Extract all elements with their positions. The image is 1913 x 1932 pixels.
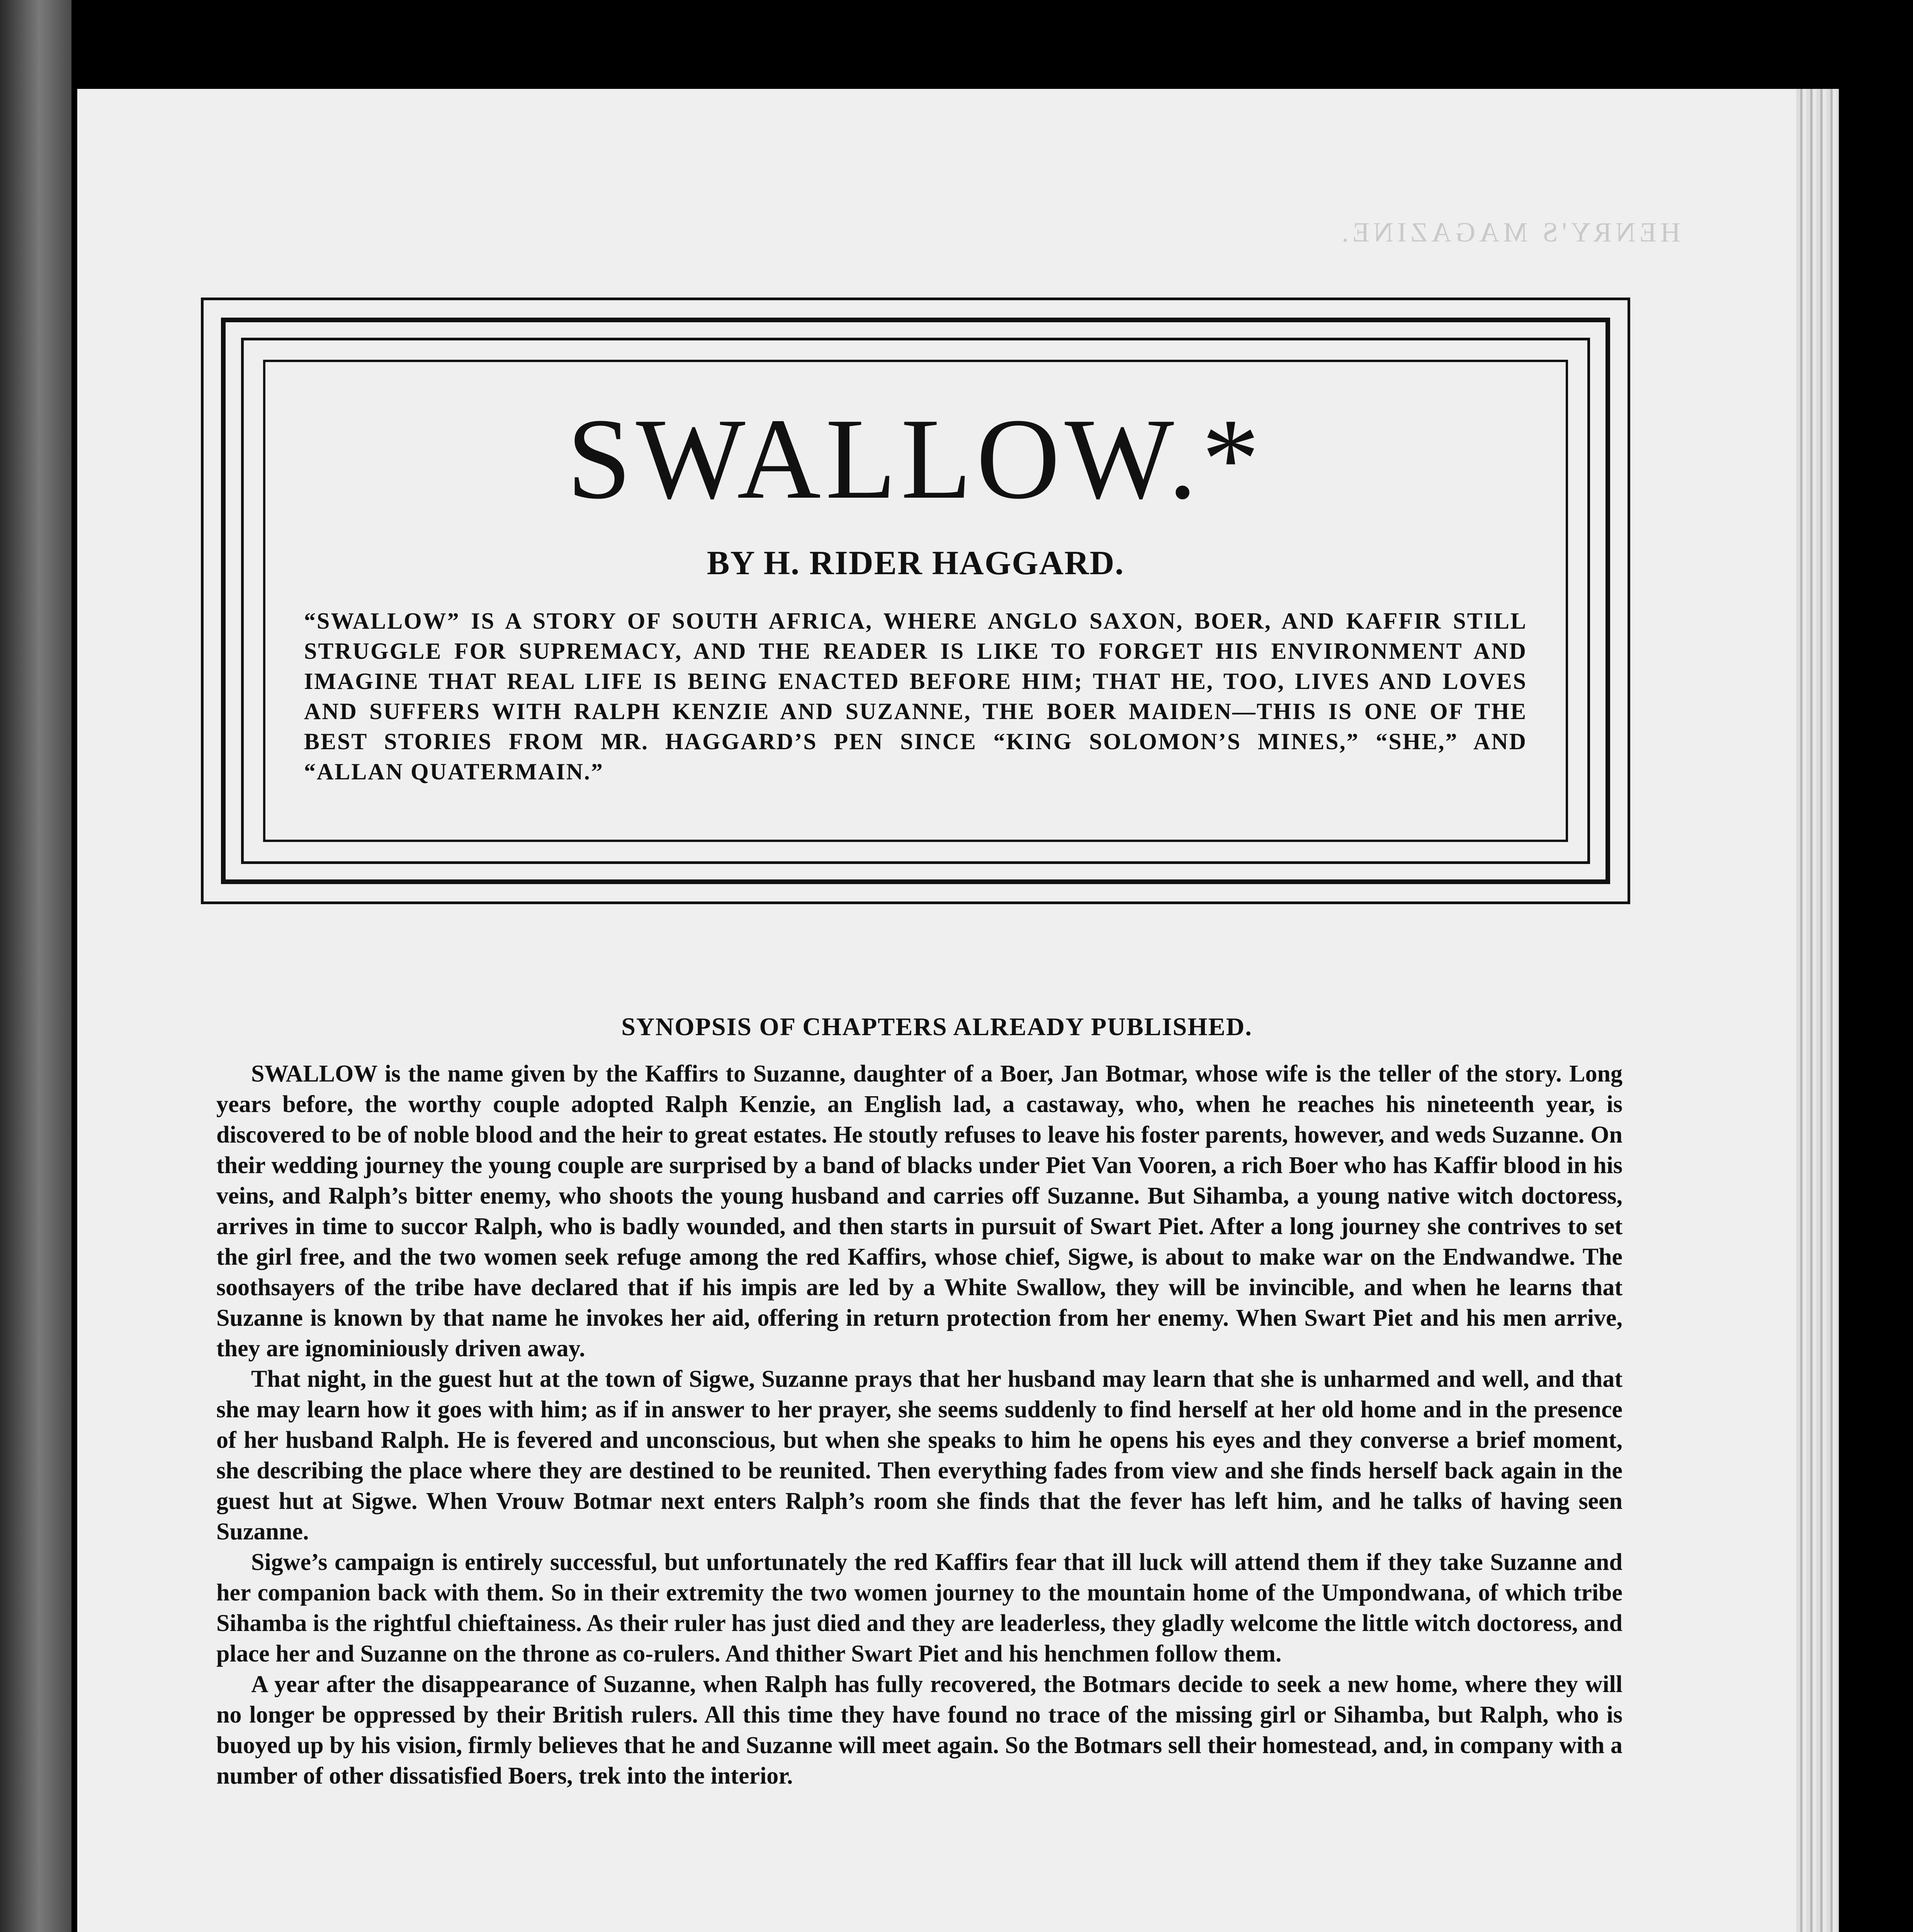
synopsis-body (216, 1059, 1622, 1791)
synopsis-paragraph: SWALLOW is the name given by the Kaffirs to Suzanne, daughter of a Boer, Jan Botmar, whose wife is the teller of the story. Long years before, the worthy couple adopted Ralph Kenzie, an English lad, a castaway, who, when he reaches his nineteenth year, is discovered to be of noble blood and the heir to great estates. He stoutly refuses to leave his foster parents, however, and weds Suzanne. On their wedding journey the young couple are surprised by a band of blacks under Piet Van Vooren, a rich Boer who has Kaffir blood in his veins, and Ralph’s bitter enemy, who shoots the young husband and carries off Suzanne. But Sihamba, a young native witch doctoress, arrives in time to succor Ralph, who is badly wounded, and then starts in pursuit of Swart Piet. After a long journey she contrives to set the girl free, and the two women seek refuge among the red Kaffirs, whose chief, Sigwe, is about to make war on the Endwandwe. The soothsayers of the tribe have declared that if his impis are led by a White Swallow, they will be invincible, and when he learns that Suzanne is known by that name he invokes her aid, offering in return protection from her enemy. When Swart Piet and his men arrive, they are ignominiously driven away. (216, 1061, 1622, 1362)
synopsis-paragraph: A year after the disappearance of Suzanne, when Ralph has fully recovered, the Botmars decide to seek a new home, where they will no longer be oppressed by their British rulers. All this time they have found no trace of the missing girl or Sihamba, but Ralph, who is buoyed up by his vision, firmly believes that he and Suzanne will meet again. So the Botmars sell their homestead, and, in company with a number of other dissatisfied Boers, trek into the interior. (216, 1671, 1622, 1789)
page-stack-edge (1796, 89, 1839, 1932)
left-page-edge (0, 0, 71, 1932)
bleed-through-header: HENRY'S MAGAZINE. (1338, 217, 1680, 248)
title-box (201, 298, 1630, 904)
magazine-page (77, 89, 1839, 1932)
author-byline: BY H. RIDER HAGGARD. (707, 544, 1125, 582)
synopsis-heading: SYNOPSIS OF CHAPTERS ALREADY PUBLISHED. (621, 1013, 1252, 1041)
story-title: SWALLOW.* (567, 395, 1264, 523)
synopsis-paragraph: That night, in the guest hut at the town of Sigwe, Suzanne prays that her husband may learn that she is unharmed and well, and that she may learn how it goes with him; as if in answer to her prayer, she seems suddenly to find herself at her old home and in the presence of her husband Ralph. He is fevered and unconscious, but when she speaks to him he opens his eyes and they converse a brief moment, she describing the place where they are destined to be reunited. Then everything fades from view and she finds herself back again in the guest hut at Sigwe. When Vrouw Botmar next enters Ralph’s room she finds that the fever has left him, and he talks of having seen Suzanne. (216, 1366, 1622, 1545)
synopsis-paragraph: Sigwe’s campaign is entirely successful, but unfortunately the red Kaffirs fear that ill luck will attend them if they take Suzanne and her companion back with them. So in their extremity the two women journey to the mountain home of the Umpondwana, of which tribe Sihamba is the rightful chieftainess. As their ruler has just died and they are leaderless, they gladly welcome the little witch doctoress, and place her and Suzanne on the throne as co-rulers. And thither Swart Piet and his henchmen follow them. (216, 1549, 1622, 1667)
story-intro: “SWALLOW” IS A STORY OF SOUTH AFRICA, WHERE ANGLO SAXON, BOER, AND KAFFIR STILL STRUGGLE FOR SUPREMACY, AND THE READER IS LIKE TO FORGET HIS ENVIRONMENT AND IMAGINE THAT REAL LIFE IS BEING ENACTED BEFORE HIM; THAT HE, TOO, LIVES AND LOVES AND SUFFERS WITH RALPH KENZIE AND SUZANNE, THE BOER MAIDEN—THIS IS ONE OF THE BEST STORIES FROM MR. HAGGARD’S PEN SINCE “KING SOLOMON’S MINES,” “SHE,” AND “ALLAN QUATERMAIN.” (304, 608, 1527, 784)
